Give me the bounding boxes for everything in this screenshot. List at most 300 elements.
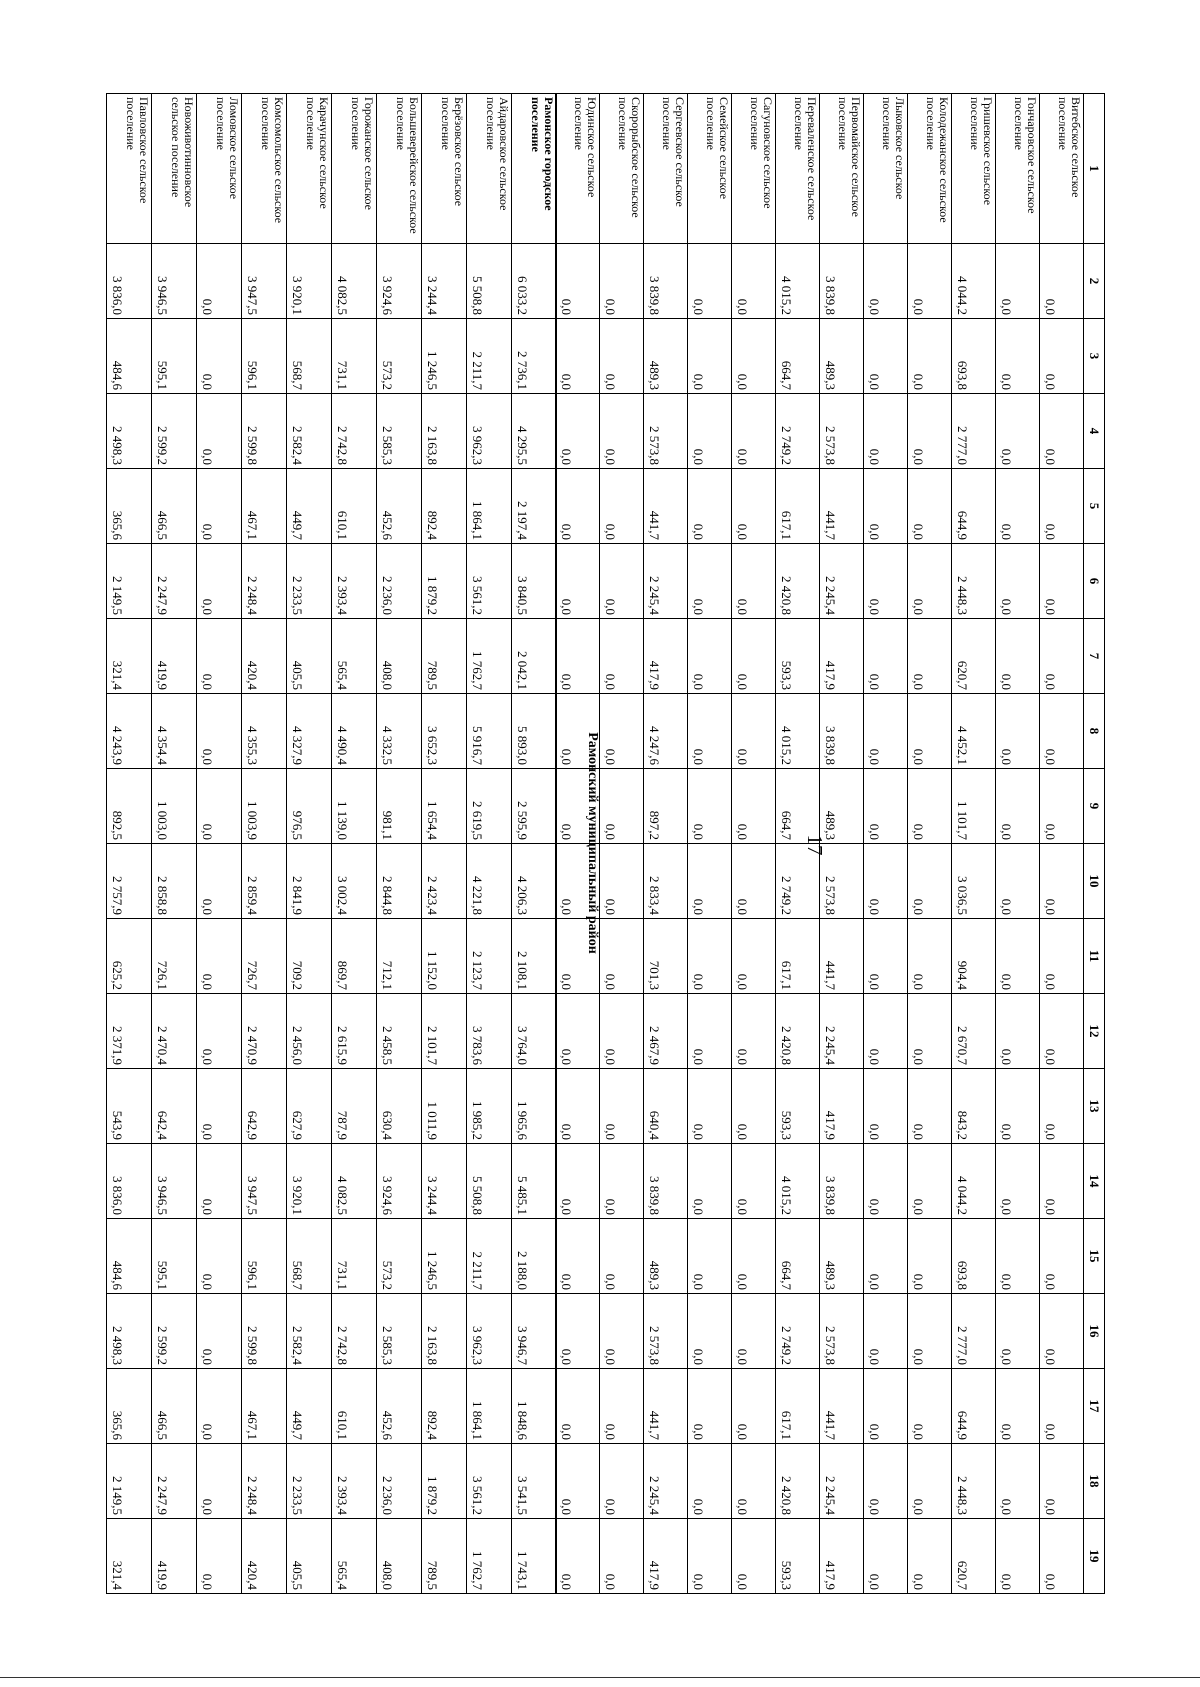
value-cell: 0,0 [556,244,600,319]
value-cell: 2 470,4 [152,994,197,1069]
value-cell: 664,7 [776,769,820,844]
rotated-page-content [95,93,1105,1593]
value-cell: 1 003,9 [242,769,287,844]
value-cell: 0,0 [864,544,908,619]
value-cell: 0,0 [688,1444,732,1519]
value-cell: 2 245,4 [820,544,864,619]
value-cell: 4 355,3 [242,694,287,769]
value-cell: 617,1 [776,919,820,994]
table-row [107,94,152,1594]
value-cell: 617,1 [776,1369,820,1444]
value-cell: 417,9 [820,1519,864,1594]
value-cell: 693,8 [952,319,996,394]
value-cell: 0,0 [908,919,952,994]
value-cell: 0,0 [864,994,908,1069]
value-cell: 3 947,5 [242,244,287,319]
value-cell: 640,4 [644,1069,688,1144]
value-cell: 3 947,5 [242,1144,287,1219]
value-cell: 630,4 [377,1069,422,1144]
value-cell: 2 233,5 [287,544,332,619]
value-cell: 0,0 [600,1369,644,1444]
value-cell: 2 777,0 [952,1294,996,1369]
column-header: 7 [1084,619,1105,694]
value-cell: 565,4 [332,1519,377,1594]
value-cell: 441,7 [820,1369,864,1444]
column-header: 1 [1084,94,1105,244]
value-cell: 2 458,5 [377,994,422,1069]
value-cell: 1 152,0 [422,919,467,994]
value-cell: 0,0 [732,619,776,694]
value-cell: 321,4 [107,1519,152,1594]
value-cell: 789,5 [422,1519,467,1594]
value-cell: 408,0 [377,619,422,694]
value-cell: 2 498,3 [107,394,152,469]
value-cell: 0,0 [1040,1219,1084,1294]
value-cell: 2 149,5 [107,544,152,619]
value-cell: 565,4 [332,619,377,694]
value-cell: 0,0 [732,394,776,469]
column-header: 17 [1084,1369,1105,1444]
value-cell: 0,0 [600,619,644,694]
settlement-name: Юдинское сельское поселение [556,94,600,244]
value-cell: 0,0 [688,394,732,469]
settlement-name: Айдаровское сельское поселение [467,94,512,244]
value-cell: 0,0 [996,694,1040,769]
value-cell: 0,0 [864,469,908,544]
value-cell: 489,3 [820,1219,864,1294]
value-cell: 408,0 [377,1519,422,1594]
column-header: 9 [1084,769,1105,844]
value-cell: 0,0 [1040,694,1084,769]
value-cell: 3 652,3 [422,694,467,769]
value-cell: 0,0 [864,1219,908,1294]
value-cell: 489,3 [644,319,688,394]
value-cell: 0,0 [864,694,908,769]
value-cell: 892,5 [107,769,152,844]
value-cell: 0,0 [688,544,732,619]
value-cell: 568,7 [287,319,332,394]
value-cell: 0,0 [197,919,242,994]
column-header: 11 [1084,919,1105,994]
value-cell: 1 879,2 [422,1444,467,1519]
value-cell: 4 295,5 [512,394,557,469]
table-row [996,94,1040,1594]
section-title: Рамонский муниципальный район [585,732,600,954]
value-cell: 5 508,8 [467,244,512,319]
value-cell: 0,0 [600,394,644,469]
value-cell: 2 858,8 [152,844,197,919]
value-cell: 1 762,7 [467,619,512,694]
value-cell: 0,0 [732,1144,776,1219]
value-cell: 4 332,5 [377,694,422,769]
value-cell: 664,7 [776,1219,820,1294]
value-cell: 573,2 [377,1219,422,1294]
value-cell: 0,0 [732,769,776,844]
value-cell: 3 924,6 [377,244,422,319]
value-cell: 0,0 [908,1294,952,1369]
value-cell: 0,0 [732,1444,776,1519]
value-cell: 0,0 [556,844,600,919]
value-cell: 365,6 [107,1369,152,1444]
table-row [864,94,908,1594]
value-cell: 0,0 [600,769,644,844]
value-cell: 2 233,5 [287,1444,332,1519]
value-cell: 484,6 [107,319,152,394]
settlement-name: Витебское сельское поселение [1040,94,1084,244]
value-cell: 0,0 [864,1369,908,1444]
value-cell: 2 393,4 [332,1444,377,1519]
value-cell: 0,0 [908,619,952,694]
value-cell: 0,0 [600,1294,644,1369]
value-cell: 2 573,8 [644,394,688,469]
value-cell: 0,0 [556,544,600,619]
value-cell: 0,0 [996,1294,1040,1369]
settlement-table-top [555,93,1105,1594]
value-cell: 0,0 [688,1219,732,1294]
value-cell: 2 573,8 [820,394,864,469]
value-cell: 2 582,4 [287,394,332,469]
value-cell: 0,0 [864,844,908,919]
value-cell: 595,1 [152,1219,197,1294]
value-cell: 1 762,7 [467,1519,512,1594]
value-cell: 0,0 [996,319,1040,394]
value-cell: 321,4 [107,619,152,694]
value-cell: 0,0 [864,1444,908,1519]
value-cell: 2 211,7 [467,319,512,394]
value-cell: 0,0 [197,769,242,844]
value-cell: 2 619,5 [467,769,512,844]
value-cell: 405,5 [287,1519,332,1594]
value-cell: 2 163,8 [422,1294,467,1369]
value-cell: 0,0 [688,1294,732,1369]
column-header: 6 [1084,544,1105,619]
value-cell: 467,1 [242,469,287,544]
value-cell: 0,0 [864,319,908,394]
value-cell: 2 467,9 [644,994,688,1069]
value-cell: 467,1 [242,1369,287,1444]
column-header: 12 [1084,994,1105,1069]
column-header: 14 [1084,1144,1105,1219]
value-cell: 0,0 [908,844,952,919]
column-header: 16 [1084,1294,1105,1369]
value-cell: 0,0 [556,1369,600,1444]
value-cell: 3 002,4 [332,844,377,919]
value-cell: 0,0 [1040,1069,1084,1144]
value-cell: 4 327,9 [287,694,332,769]
value-cell: 0,0 [556,694,600,769]
table-row [332,94,377,1594]
value-cell: 1 985,2 [467,1069,512,1144]
value-cell: 0,0 [600,1444,644,1519]
value-cell: 0,0 [688,1519,732,1594]
value-cell: 0,0 [996,919,1040,994]
column-header: 5 [1084,469,1105,544]
settlement-name: Карачунское сельское поселение [287,94,332,244]
value-cell: 843,2 [952,1069,996,1144]
value-cell: 449,7 [287,469,332,544]
value-cell: 0,0 [1040,844,1084,919]
value-cell: 543,9 [107,1069,152,1144]
value-cell: 0,0 [864,1144,908,1219]
value-cell: 4 354,4 [152,694,197,769]
value-cell: 568,7 [287,1219,332,1294]
value-cell: 0,0 [908,1519,952,1594]
value-cell: 2 245,4 [644,544,688,619]
value-cell: 0,0 [996,1369,1040,1444]
value-cell: 3 541,5 [512,1444,557,1519]
value-cell: 573,2 [377,319,422,394]
value-cell: 593,3 [776,1069,820,1144]
value-cell: 2 585,3 [377,394,422,469]
value-cell: 0,0 [1040,769,1084,844]
value-cell: 0,0 [197,1369,242,1444]
value-cell: 484,6 [107,1219,152,1294]
value-cell: 441,7 [820,469,864,544]
value-cell: 0,0 [688,844,732,919]
table-row [908,94,952,1594]
value-cell: 419,9 [152,619,197,694]
value-cell: 2 247,9 [152,544,197,619]
value-cell: 0,0 [600,1069,644,1144]
column-header: 19 [1084,1519,1105,1594]
value-cell: 2 599,2 [152,394,197,469]
value-cell: 2 248,4 [242,544,287,619]
value-cell: 2 420,8 [776,544,820,619]
column-header: 18 [1084,1444,1105,1519]
value-cell: 0,0 [908,1444,952,1519]
value-cell: 644,9 [952,1369,996,1444]
value-cell: 0,0 [556,1069,600,1144]
value-cell: 489,3 [820,319,864,394]
value-cell: 1 246,5 [422,319,467,394]
value-cell: 3 783,6 [467,994,512,1069]
value-cell: 0,0 [197,1294,242,1369]
column-number-header [1084,94,1105,1594]
value-cell: 2 573,8 [820,844,864,919]
value-cell: 0,0 [197,244,242,319]
table-row [152,94,197,1594]
value-cell: 0,0 [864,1294,908,1369]
value-cell: 0,0 [556,1294,600,1369]
value-cell: 0,0 [908,994,952,1069]
column-header: 10 [1084,844,1105,919]
value-cell: 789,5 [422,619,467,694]
value-cell: 0,0 [197,469,242,544]
value-cell: 0,0 [996,244,1040,319]
value-cell: 4 044,2 [952,1144,996,1219]
value-cell: 4 015,2 [776,244,820,319]
value-cell: 0,0 [688,244,732,319]
value-cell: 0,0 [688,994,732,1069]
value-cell: 2 841,9 [287,844,332,919]
value-cell: 0,0 [688,1144,732,1219]
value-cell: 0,0 [732,1294,776,1369]
value-cell: 3 244,4 [422,244,467,319]
value-cell: 0,0 [996,1519,1040,1594]
value-cell: 2 595,9 [512,769,557,844]
value-cell: 3 946,5 [152,244,197,319]
value-cell: 0,0 [197,544,242,619]
value-cell: 4 490,4 [332,694,377,769]
value-cell: 2 749,2 [776,1294,820,1369]
value-cell: 2 742,8 [332,394,377,469]
value-cell: 0,0 [908,319,952,394]
value-cell: 0,0 [1040,1444,1084,1519]
value-cell: 0,0 [1040,1294,1084,1369]
value-cell: 897,2 [644,769,688,844]
value-cell: 0,0 [1040,394,1084,469]
value-cell: 610,1 [332,1369,377,1444]
value-cell: 620,7 [952,1519,996,1594]
value-cell: 596,1 [242,1219,287,1294]
table-row [377,94,422,1594]
value-cell: 0,0 [688,319,732,394]
value-cell: 0,0 [600,1144,644,1219]
value-cell: 1 011,9 [422,1069,467,1144]
value-cell: 726,1 [152,919,197,994]
value-cell: 0,0 [1040,469,1084,544]
value-cell: 3 924,6 [377,1144,422,1219]
value-cell: 1 246,5 [422,1219,467,1294]
settlement-name: Сагуновское сельское поселение [732,94,776,244]
value-cell: 0,0 [556,469,600,544]
value-cell: 1 743,1 [512,1519,557,1594]
value-cell: 2 236,0 [377,544,422,619]
value-cell: 0,0 [732,844,776,919]
value-cell: 0,0 [996,469,1040,544]
value-cell: 0,0 [996,394,1040,469]
value-cell: 2 420,8 [776,1444,820,1519]
value-cell: 0,0 [732,319,776,394]
value-cell: 0,0 [908,394,952,469]
value-cell: 449,7 [287,1369,332,1444]
value-cell: 981,1 [377,769,422,844]
value-cell: 0,0 [864,619,908,694]
value-cell: 3 764,0 [512,994,557,1069]
value-cell: 1 864,1 [467,469,512,544]
value-cell: 2 371,9 [107,994,152,1069]
value-cell: 441,7 [644,469,688,544]
value-cell: 4 082,5 [332,1144,377,1219]
value-cell: 3 946,7 [512,1294,557,1369]
value-cell: 2 108,1 [512,919,557,994]
value-cell: 0,0 [864,394,908,469]
value-cell: 4 243,9 [107,694,152,769]
value-cell: 2 101,7 [422,994,467,1069]
value-cell: 0,0 [908,769,952,844]
value-cell: 2 470,9 [242,994,287,1069]
value-cell: 0,0 [864,919,908,994]
value-cell: 2 420,8 [776,994,820,1069]
value-cell: 0,0 [197,1519,242,1594]
value-cell: 0,0 [996,994,1040,1069]
value-cell: 0,0 [1040,1519,1084,1594]
value-cell: 0,0 [556,319,600,394]
value-cell: 4 044,2 [952,244,996,319]
value-cell: 731,1 [332,319,377,394]
value-cell: 0,0 [996,769,1040,844]
value-cell: 2 236,0 [377,1444,422,1519]
table-row [776,94,820,1594]
value-cell: 452,6 [377,469,422,544]
value-cell: 420,4 [242,1519,287,1594]
value-cell: 2 123,7 [467,919,512,994]
value-cell: 3 561,2 [467,544,512,619]
settlement-name: Семейское сельское поселение [688,94,732,244]
value-cell: 3 836,0 [107,244,152,319]
value-cell: 3 920,1 [287,1144,332,1219]
value-cell: 365,6 [107,469,152,544]
value-cell: 2 585,3 [377,1294,422,1369]
value-cell: 4 206,3 [512,844,557,919]
value-cell: 4 221,8 [467,844,512,919]
settlement-name: Комсомольское сельское поселение [242,94,287,244]
value-cell: 2 742,8 [332,1294,377,1369]
value-cell: 709,2 [287,919,332,994]
value-cell: 0,0 [556,769,600,844]
value-cell: 0,0 [732,1519,776,1594]
value-cell: 664,7 [776,319,820,394]
table-row [1040,94,1084,1594]
value-cell: 0,0 [600,1519,644,1594]
value-cell: 2 582,4 [287,1294,332,1369]
value-cell: 0,0 [732,919,776,994]
value-cell: 0,0 [908,1369,952,1444]
table-row [600,94,644,1594]
value-cell: 1 003,0 [152,769,197,844]
value-cell: 0,0 [197,394,242,469]
value-cell: 2 245,4 [820,1444,864,1519]
value-cell: 3 839,8 [820,244,864,319]
value-cell: 0,0 [600,544,644,619]
value-cell: 1 848,6 [512,1369,557,1444]
value-cell: 0,0 [996,544,1040,619]
value-cell: 0,0 [908,469,952,544]
value-cell: 0,0 [556,919,600,994]
value-cell: 2 749,2 [776,394,820,469]
value-cell: 712,1 [377,919,422,994]
value-cell: 701,3 [644,919,688,994]
value-cell: 2 573,8 [644,1294,688,1369]
value-cell: 0,0 [732,1219,776,1294]
value-cell: 0,0 [1040,544,1084,619]
value-cell: 5 485,1 [512,1144,557,1219]
value-cell: 4 082,5 [332,244,377,319]
value-cell: 2 245,4 [820,994,864,1069]
value-cell: 726,7 [242,919,287,994]
value-cell: 2 042,1 [512,619,557,694]
value-cell: 417,9 [820,1069,864,1144]
table-row [422,94,467,1594]
value-cell: 0,0 [1040,1144,1084,1219]
value-cell: 417,9 [820,619,864,694]
value-cell: 2 211,7 [467,1219,512,1294]
column-header: 8 [1084,694,1105,769]
value-cell: 0,0 [1040,1369,1084,1444]
settlement-name: Сергеевское сельское поселение [644,94,688,244]
value-cell: 466,5 [152,469,197,544]
value-cell: 0,0 [688,1369,732,1444]
value-cell: 593,3 [776,619,820,694]
value-cell: 1 101,7 [952,769,996,844]
value-cell: 466,5 [152,1369,197,1444]
column-header: 2 [1084,244,1105,319]
value-cell: 3 840,5 [512,544,557,619]
value-cell: 0,0 [197,844,242,919]
value-cell: 2 573,8 [820,1294,864,1369]
value-cell: 0,0 [732,1369,776,1444]
value-cell: 0,0 [600,244,644,319]
